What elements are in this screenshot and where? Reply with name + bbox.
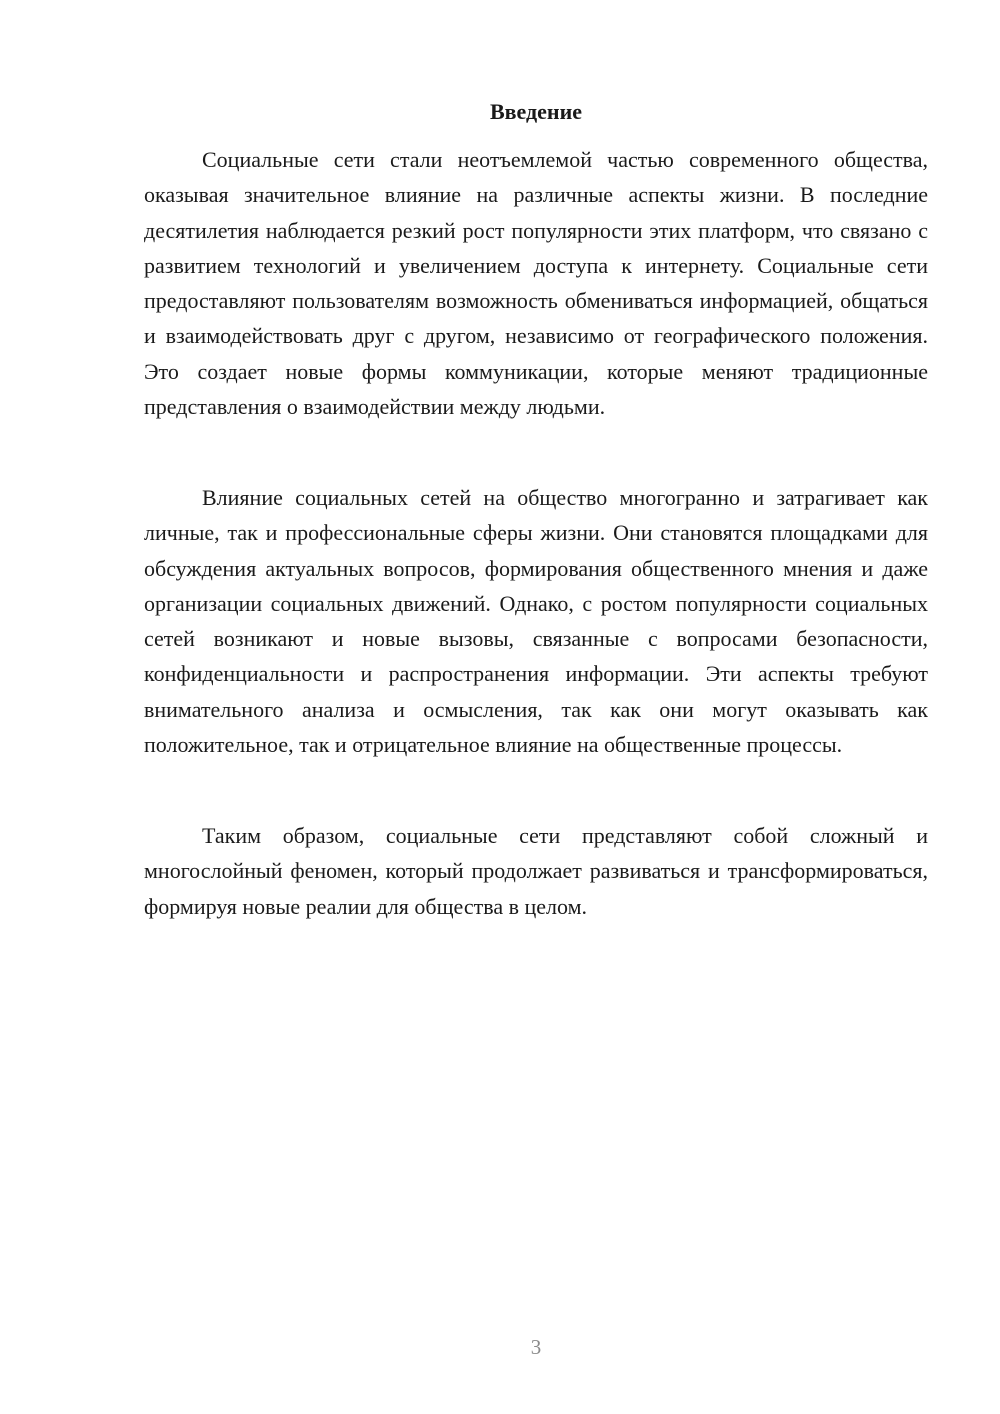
paragraph-2: Влияние социальных сетей на общество многогранно и затрагивает как личные, так и профессиональные сферы жизни. Они становятся площадками для обсуждения актуальных вопросов, формирования общественного мнения и даже организации социальных движений. Однако, с ростом популярности социальных сетей возникают и новые вызовы, связанные с вопросами безопасности, конфиденциальности и распространения информации. Эти аспекты требуют внимательного анализа и осмысления, так как они могут оказывать как положительное, так и отрицательное влияние на общественные процессы. xyxy=(144,485,928,758)
section-heading: Введение xyxy=(489,99,583,124)
paragraph-3: Таким образом, социальные сети представляют собой сложный и многослойный феномен, который продолжает развиваться и трансформироваться, формируя новые реалии для общества в целом. xyxy=(144,823,928,919)
paragraph-1: Социальные сети стали неотъемлемой частью современного общества, оказывая значительное влияние на различные аспекты жизни. В последние десятилетия наблюдается резкий рост популярности этих платформ, что связано с развитием технологий и увеличением доступа к интернету. Социальные сети предоставляют пользователям возможность обмениваться информацией, общаться и взаимодействовать друг с другом, независимо от географического положения. Это создает новые формы коммуникации, которые меняют традиционные представления о взаимодействии между людьми. xyxy=(144,147,928,420)
page-number: 3 xyxy=(530,1335,542,1359)
